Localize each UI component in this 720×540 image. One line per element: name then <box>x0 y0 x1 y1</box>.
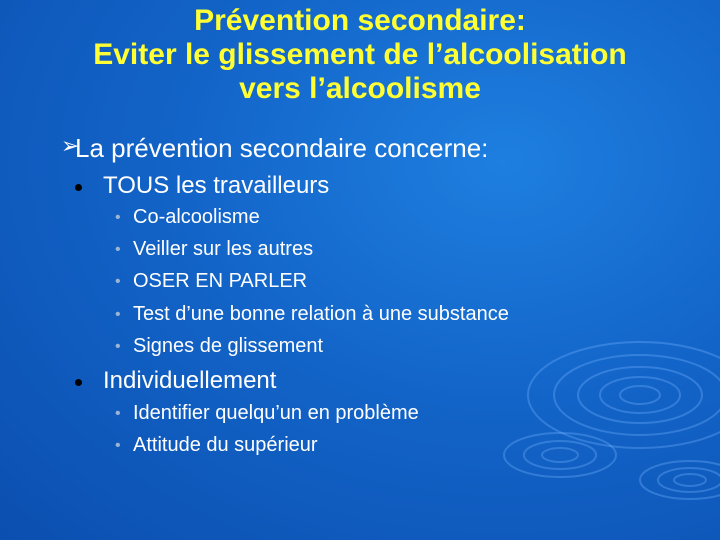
small-bullet-icon: • <box>115 338 121 355</box>
round-bullet-icon <box>75 184 82 191</box>
group-heading <box>103 367 276 395</box>
slide-title <box>0 4 720 106</box>
level1-text: La prévention secondaire concerne: <box>75 133 489 163</box>
small-bullet-icon: • <box>115 209 121 226</box>
small-bullet-icon: • <box>115 241 121 258</box>
list-item: • Co-alcoolisme <box>115 206 260 228</box>
list-item: • OSER EN PARLER <box>115 270 308 292</box>
small-bullet-icon: • <box>115 273 121 290</box>
list-item: • Veiller sur les autres <box>115 238 314 260</box>
group-heading <box>103 172 329 200</box>
list-item: • Attitude du supérieur <box>115 434 318 456</box>
title-line-3: vers l’alcoolisme <box>239 72 481 105</box>
group-heading-text: TOUS les travailleurs <box>103 172 330 199</box>
small-bullet-icon: • <box>115 405 121 422</box>
group-heading-text: Individuellement <box>103 367 277 394</box>
list-item: • Signes de glissement <box>115 335 324 357</box>
arrow-bullet-icon: ➢ <box>61 133 80 158</box>
round-bullet-icon <box>75 379 82 386</box>
small-bullet-icon: • <box>115 306 121 323</box>
level1-bullet <box>61 133 489 164</box>
list-item: • Test d’une bonne relation à une substance <box>115 303 509 325</box>
small-bullet-icon: • <box>115 437 121 454</box>
list-item: • Identifier quelqu’un en problème <box>115 402 419 424</box>
title-line-2: Eviter le glissement de l’alcoolisation <box>93 38 627 71</box>
title-line-1: Prévention secondaire: <box>194 4 526 37</box>
